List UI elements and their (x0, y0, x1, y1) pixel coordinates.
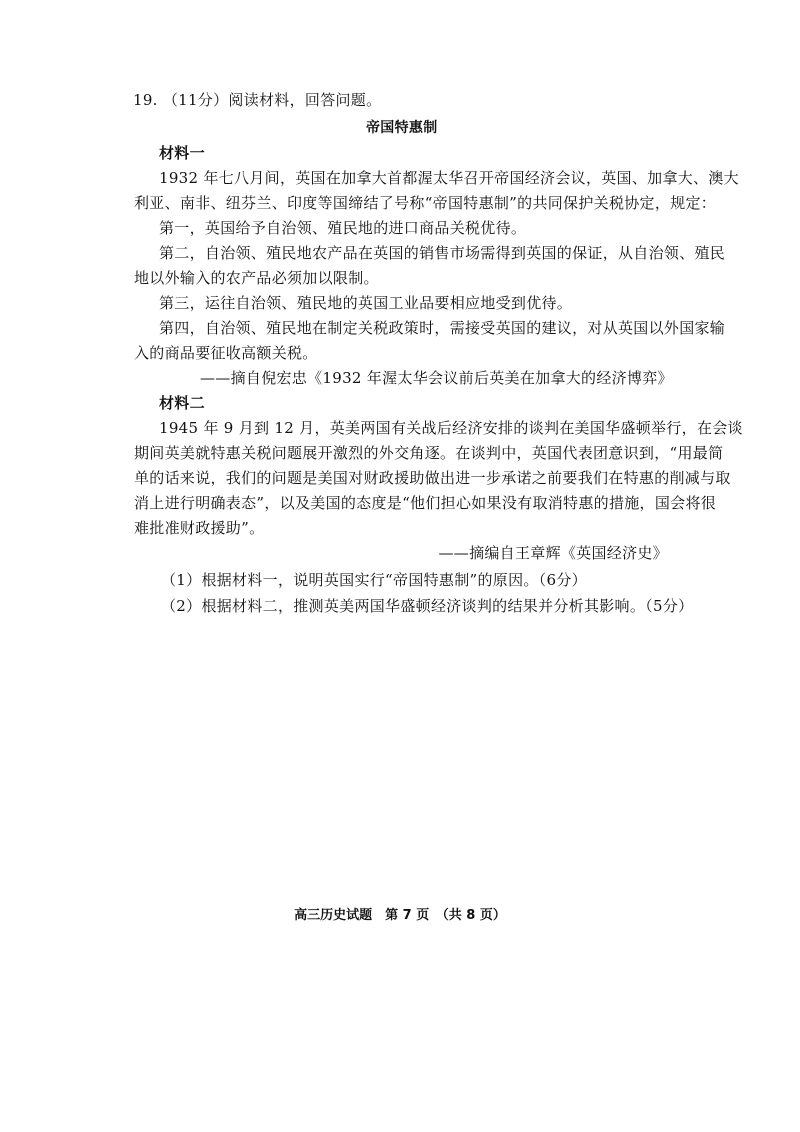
material2-line: 期间英美就特惠关税问题展开激烈的外交角逐。在谈判中，英国代表团意识到，“用最简 (134, 444, 724, 462)
material1-line: 地以外输入的农产品必须加以限制。 (134, 269, 379, 287)
material1-line: 第三，运往自治领、殖民地的英国工业品要相应地受到优待。 (159, 294, 573, 312)
material1-line: 1932 年七八月间，英国在加拿大首都渥太华召开帝国经济会议，英国、加拿大、澳大 (159, 169, 739, 187)
material2-heading: 材料二 (159, 394, 205, 412)
material2-line: 难批准财政援助”。 (134, 519, 265, 537)
material1-line: 第四，自治领、殖民地在制定关税政策时，需接受英国的建议，对从英国以外国家输 (159, 319, 726, 337)
page-footer: 高三历史试题 第 7 页 （共 8 页） (294, 908, 506, 923)
question-item: （1）根据材料一，说明英国实行“帝国特惠制”的原因。（6分） (161, 571, 587, 589)
material2-source: ——摘编自王章辉《英国经济史》 (438, 544, 668, 562)
material1-line: 第一，英国给予自治领、殖民地的进口商品关税优待。 (159, 219, 527, 237)
material-title: 帝国特惠制 (366, 120, 438, 136)
material1-source: ——摘自倪宏忠《1932 年渥太华会议前后英美在加拿大的经济博弈》 (200, 369, 673, 387)
material1-line: 利亚、南非、纽芬兰、印度等国缔结了号称“帝国特惠制”的共同保护关税协定，规定： (134, 194, 717, 212)
material2-line: 1945 年 9 月到 12 月，英美两国有关战后经济安排的谈判在美国华盛顿举行，在会谈 (159, 419, 743, 437)
question-item: （2）根据材料二，推测英美两国华盛顿经济谈判的结果并分析其影响。（5分） (161, 597, 694, 615)
material1-line: 入的商品要征收高额关税。 (134, 344, 318, 362)
material2-line: 单的话来说，我们的问题是美国对财政援助做出进一步承诺之前要我们在特惠的削减与取 (134, 469, 731, 487)
question-header: 19. （11分）阅读材料，回答问题。 (133, 91, 382, 109)
material2-line: 消上进行明确表态”，以及美国的态度是“他们担心如果没有取消特惠的措施，国会将很 (134, 494, 717, 512)
material1-line: 第二，自治领、殖民地农产品在英国的销售市场需得到英国的保证，从自治领、殖民 (159, 244, 726, 262)
material1-heading: 材料一 (159, 144, 205, 162)
